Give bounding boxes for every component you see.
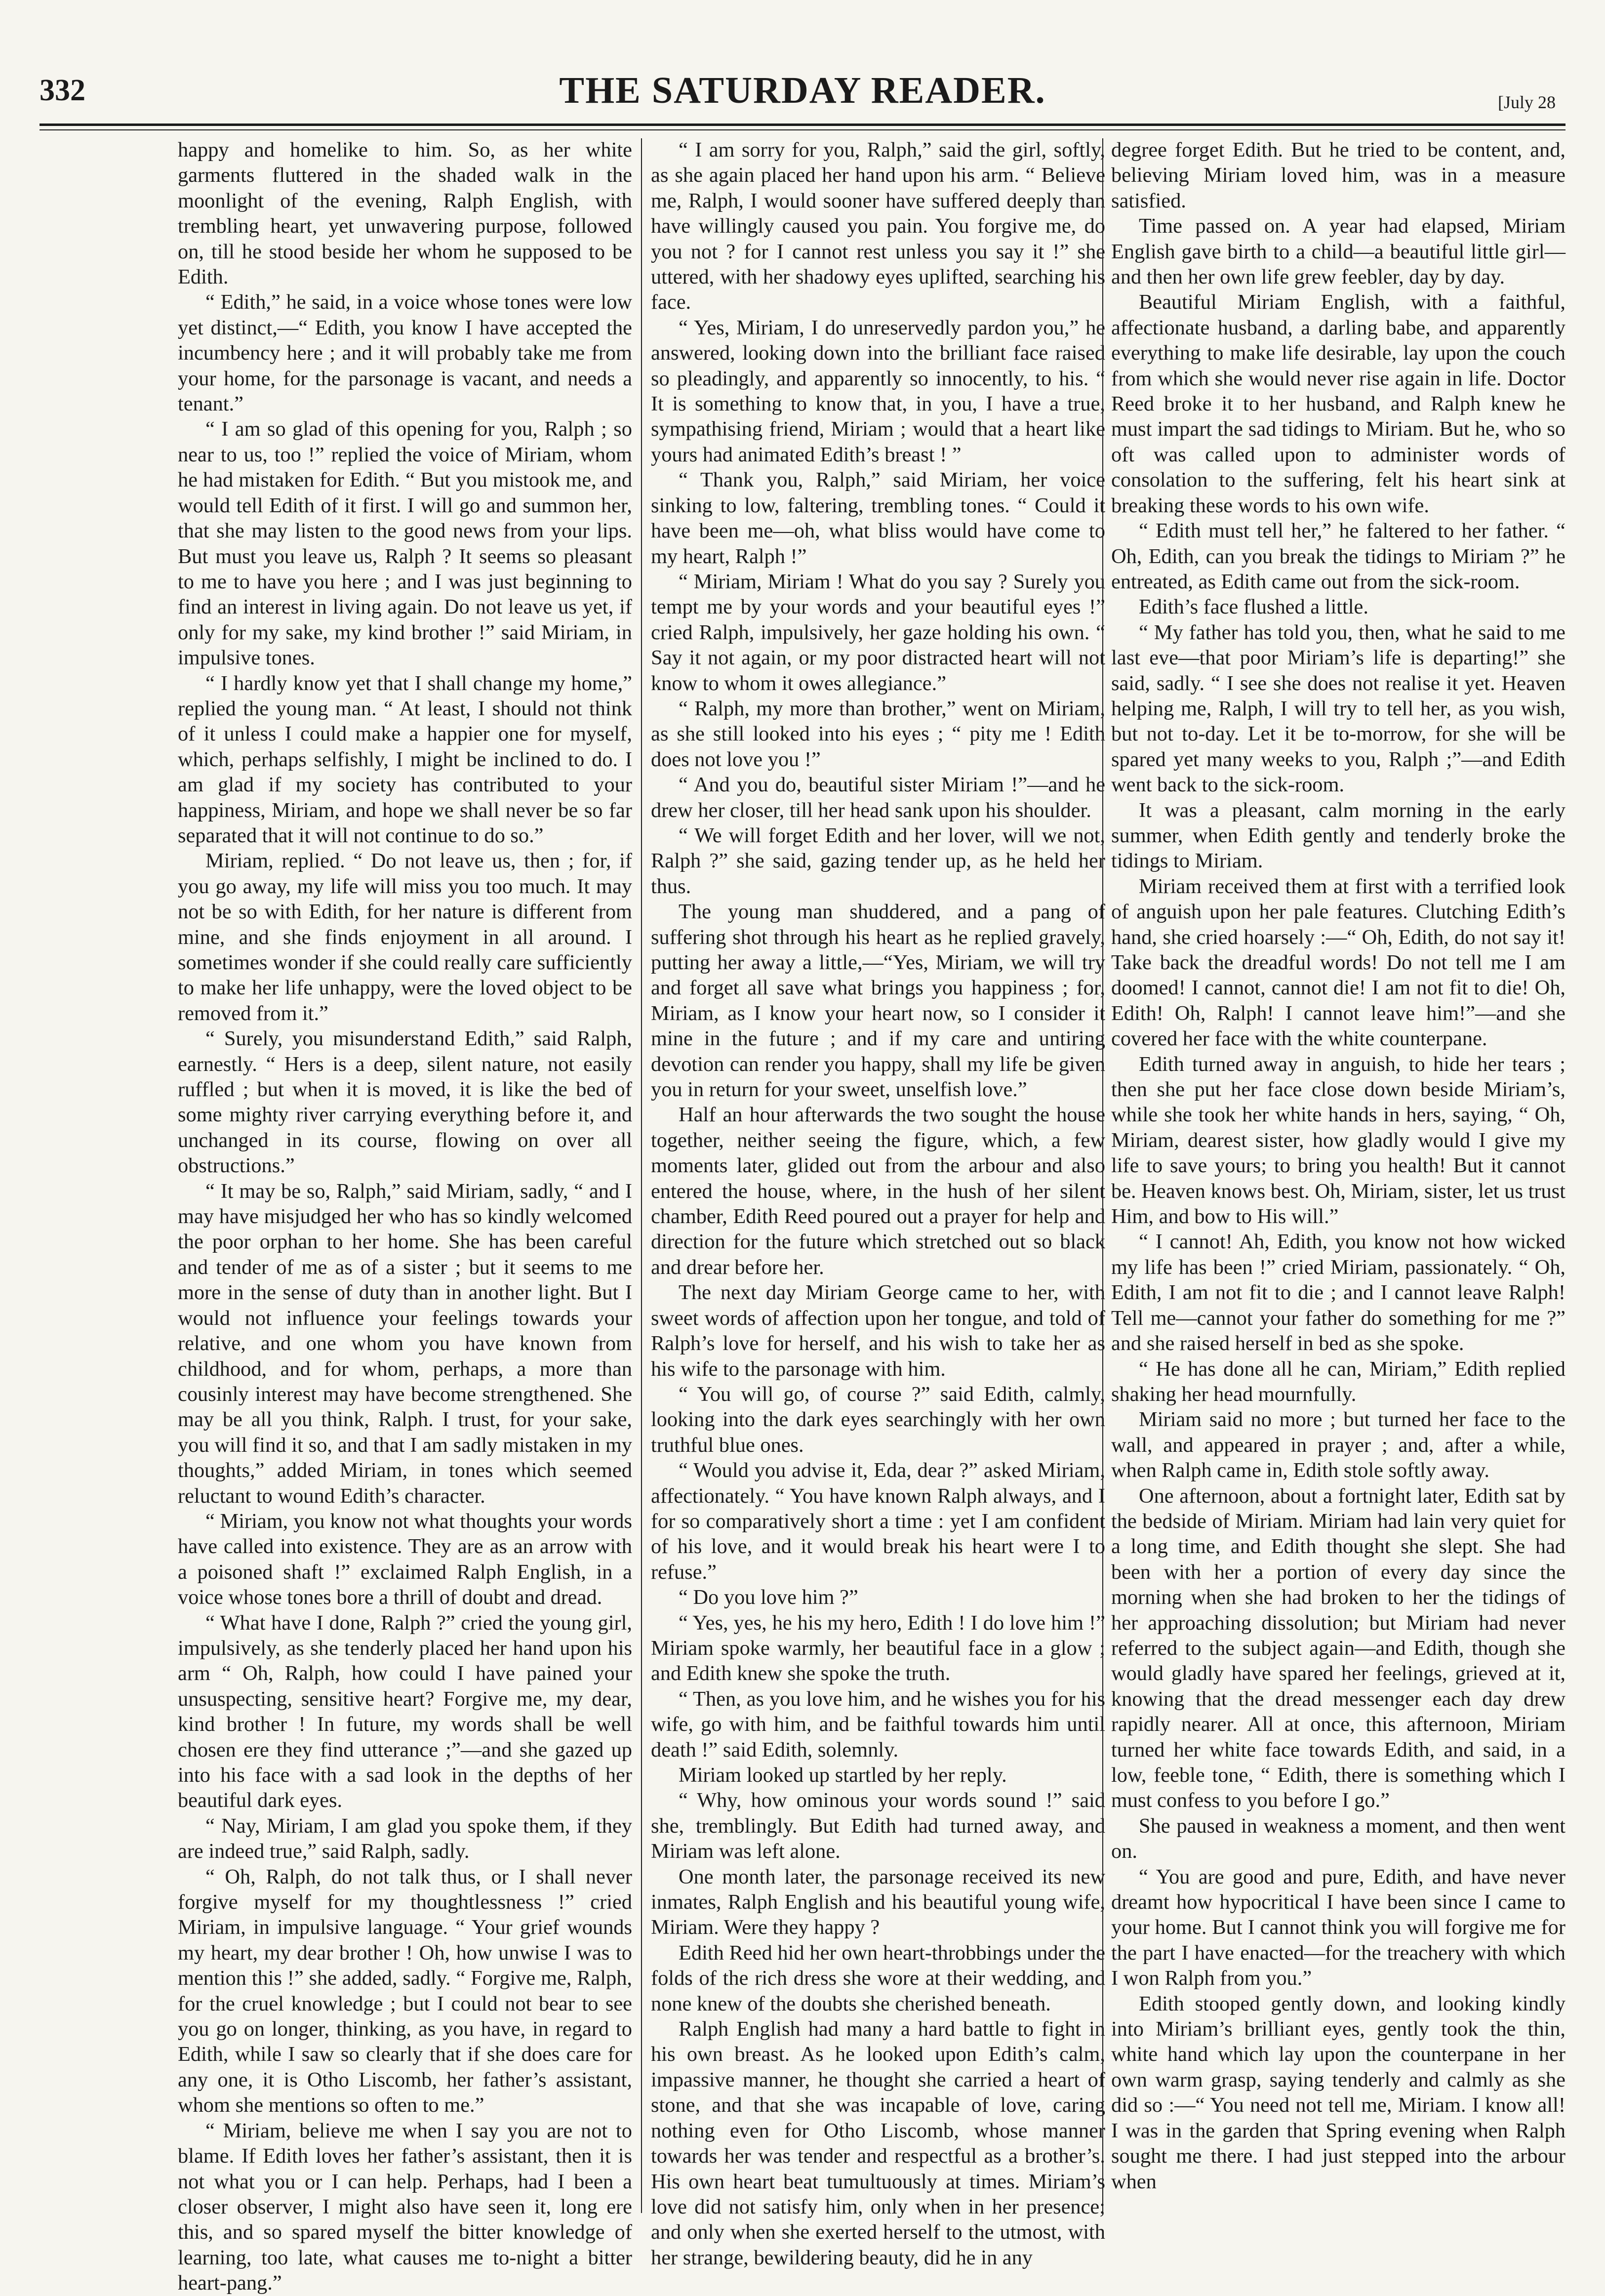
- paragraph: “ Oh, Ralph, do not talk thus, or I shall never forgive myself for my thoughtlessness !” cried Miriam, in impulsive language. “ Your grief wounds my heart, my dear brother ! Oh, how unwise I was to mention this !” she added, sadly. “ Forgive me, Ralph, for the cruel knowledge ; but I could not bear to see you go on longer, thinking, as you have, in regard to Edith, while I saw so clearly that if she does care for any one, it is Otho Liscomb, her father’s assistant, whom she mentions so often to me.”: [178, 1865, 632, 2117]
- paragraph: Beautiful Miriam English, with a faithful, affectionate husband, a darling babe, and apparently everything to make life desirable, lay upon the couch from which she would never rise again in life. Doctor Reed broke it to her husband, and Ralph knew he must impart the sad tidings to Miriam. But he, who so oft was called upon to administer words of consolation to the suffering, felt his heart sink at breaking these words to his own wife.: [1111, 290, 1565, 517]
- paragraph: “ Thank you, Ralph,” said Miriam, her voice sinking to low, faltering, trembling tones. “ Could it have been me—oh, what bliss would have come to my heart, Ralph !”: [651, 468, 1105, 568]
- paragraph: Half an hour afterwards the two sought the house together, neither seeing the figure, which, a few moments later, glided out from the arbour and also entered the house, where, in the hush of her silent chamber, Edith Reed poured out a prayer for help and direction for the future which stretched out so black and drear before her.: [651, 1103, 1105, 1279]
- paragraph: “ Would you advise it, Eda, dear ?” asked Miriam, affectionately. “ You have known Ralph always, and I for so comparatively short a time : yet I am confident of his love, and it would break his heart were I to refuse.”: [651, 1459, 1105, 1584]
- paragraph: Edith’s face flushed a little.: [1139, 595, 1368, 619]
- paragraph: Edith stooped gently down, and looking kindly into Miriam’s brilliant eyes, gently took the thin, white hand which lay upon the counterpane in her own warm grasp, saying tenderly and calmly as she did so :—“ You need not tell me, Miriam. I know all! I was in the garden that Spring evening when Ralph sought me there. I had just stepped into the arbour when: [1111, 1992, 1565, 2193]
- paragraph: “ Ralph, my more than brother,” went on Miriam, as she still looked into his eyes ; “ pity me ! Edith does not love you !”: [651, 697, 1105, 771]
- paragraph: Time passed on. A year had elapsed, Miriam English gave birth to a child—a beautiful little girl—and then her own life grew feebler, day by day.: [1111, 214, 1565, 289]
- paragraph: “ What have I done, Ralph ?” cried the young girl, impulsively, as she tenderly placed her hand upon his arm “ Oh, Ralph, how could I have pained your unsuspecting, sensitive heart? Forgive me, my dear, kind brother ! In future, my words shall be well chosen ere they find utterance ;”—and she gazed up into his face with a sad look in the depths of her beautiful dark eyes.: [178, 1611, 632, 1812]
- paragraph: “ Yes, Miriam, I do unreservedly pardon you,” he answered, looking down into the brilliant face raised so pleadingly, and apparently so innocently, to his. “ It is something to know that, in you, I have a true, sympathising friend, Miriam ; would that a heart like yours had animated Edith’s breast ! ”: [651, 316, 1105, 466]
- paragraph: Ralph English had many a hard battle to fight in his own breast. As he looked upon Edith’s calm, impassive manner, he thought she carried a heart of stone, and that she was incapable of love, caring nothing even for Otho Liscomb, whose manner towards her was tender and respectful as a brother’s. His own heart beat tumultuously at times. Miriam’s love did not satisfy him, only when in her presence; and only when she exerted herself to the utmost, with her strange, bewildering beauty, did he in any: [651, 2017, 1105, 2269]
- paragraph: “ Edith must tell her,” he faltered to her father. “ Oh, Edith, can you break the tidings to Miriam ?” he entreated, as Edith came out from the sick-room.: [1111, 519, 1565, 593]
- paragraph: “ You will go, of course ?” said Edith, calmly, looking into the dark eyes searchingly with her own truthful blue ones.: [651, 1382, 1105, 1457]
- paragraph: “ Miriam, Miriam ! What do you say ? Surely you tempt me by your words and your beautiful eyes !” cried Ralph, impulsively, her gaze holding his own. “ Say it not again, or my poor distracted heart will not know to whom it owes allegiance.”: [651, 570, 1105, 695]
- paragraph: She paused in weakness a moment, and then went on.: [1111, 1814, 1565, 1863]
- paragraph: Edith Reed hid her own heart-throbbings under the folds of the rich dress she wore at their wedding, and none knew of the doubts she cherished beneath.: [651, 1941, 1105, 2015]
- paragraph: degree forget Edith. But he tried to be content, and, believing Miriam loved him, was in a measure satisfied.: [1111, 138, 1565, 212]
- masthead-title: THE SATURDAY READER.: [559, 70, 1046, 111]
- paragraph: Miriam looked up startled by her reply.: [679, 1763, 1007, 1787]
- paragraph: “ You are good and pure, Edith, and have never dreamt how hypocritical I have been since I came to your home. But I cannot think you will forgive me for the part I have enacted—for the treachery with which I won Ralph from you.”: [1111, 1865, 1565, 1990]
- paragraph: It was a pleasant, calm morning in the early summer, when Edith gently and tenderly broke the tidings to Miriam.: [1111, 798, 1565, 873]
- paragraph: “ Then, as you love him, and he wishes you for his wife, go with him, and be faithful towards him until death !” said Edith, solemnly.: [651, 1687, 1105, 1762]
- header-rule-thin: [40, 129, 1565, 130]
- paragraph: “ Miriam, you know not what thoughts your words have called into existence. They are as an arrow with a poisoned shaft !” exclaimed Ralph English, in a voice whose tones bore a thrill of doubt and dread.: [178, 1509, 632, 1609]
- paragraph: “ We will forget Edith and her lover, will we not, Ralph ?” she said, gazing tender up, as he held her thus.: [651, 823, 1105, 898]
- header-rule: [40, 123, 1565, 126]
- paragraph: “ Yes, yes, he his my hero, Edith ! I do love him !” Miriam spoke warmly, her beautiful face in a glow ; and Edith knew she spoke the truth.: [651, 1611, 1105, 1685]
- paragraph: Edith turned away in anguish, to hide her tears ; then she put her face close down beside Miriam’s, while she took her white hands in hers, saying, “ Oh, Miriam, dearest sister, how gladly would I give my life to save yours; to bring you health! But it cannot be. Heaven knows best. Oh, Miriam, sister, let us trust Him, and bow to His will.”: [1111, 1052, 1565, 1229]
- paragraph: The young man shuddered, and a pang of suffering shot through his heart as he replied gravely, putting her away a little,—“Yes, Miriam, we will try and forget all save what brings you happiness ; for, Miriam, as I know your heart now, so I consider it mine in the future ; and if my care and untiring devotion can render you happy, shall my life be given you in return for your sweet, unselfish love.”: [651, 900, 1105, 1102]
- paragraph: Miriam received them at first with a terrified look of anguish upon her pale features. Clutching Edith’s hand, she cried hoarsely :—“ Oh, Edith, do not say it! Take back the dreadful words! Do not tell me I am doomed! I cannot, cannot die! I am not fit to die! Oh, Edith! Oh, Ralph! I cannot leave him!”—and she covered her face with the white counterpane.: [1111, 874, 1565, 1051]
- text-column-3: [1111, 137, 1565, 2212]
- paragraph: “ Surely, you misunderstand Edith,” said Ralph, earnestly. “ Hers is a deep, silent nature, not easily ruffled ; but when it is moved, it is like the bed of some mighty river carrying everything before it, and unchanged in its course, flowing on over all obstructions.”: [178, 1027, 632, 1178]
- paragraph: “ Edith,” he said, in a voice whose tones were low yet distinct,—“ Edith, you know I have accepted the incumbency here ; and it will probably take me from your home, for the parsonage is vacant, and needs a tenant.”: [178, 290, 632, 416]
- paragraph: “ I hardly know yet that I shall change my home,” replied the young man. “ At least, I should not think of it unless I could make a happier one for myself, which, perhaps selfishly, I might be inclined to do. I am glad if my society has contributed to your happiness, Miriam, and hope we shall never be so far separated that it will not continue to do so.”: [178, 671, 632, 847]
- paragraph: happy and homelike to him. So, as her white garments fluttered in the shaded walk in the moonlight of the evening, Ralph English, with trembling heart, yet unwavering purpose, followed on, till he stood beside her whom he supposed to be Edith.: [178, 138, 632, 289]
- paragraph: “ Do you love him ?”: [679, 1586, 858, 1609]
- paragraph: “ It may be so, Ralph,” said Miriam, sadly, “ and I may have misjudged her who has so kindly welcomed the poor orphan to her home. She has been careful and tender of me as of a sister ; but it seems to me more in the sense of duty than in another light. But I would not influence your feelings towards your relative, and one whom you have known from childhood, and for whom, perhaps, a more than cousinly interest may have become strengthened. She may be all you think, Ralph. I trust, for your sake, you will find it so, and that I am sadly mistaken in my thoughts,” added Miriam, in tones which seemed reluctant to wound Edith’s character.: [178, 1179, 632, 1508]
- text-column-2: [651, 137, 1105, 2269]
- paragraph: One month later, the parsonage received its new inmates, Ralph English and his beautiful young wife, Miriam. Were they happy ?: [651, 1865, 1105, 1939]
- paragraph: The next day Miriam George came to her, with sweet words of affection upon her tongue, and told of Ralph’s love for herself, and his wish to take her as his wife to the parsonage with him.: [651, 1281, 1105, 1381]
- paragraph: “ I am so glad of this opening for you, Ralph ; so near to us, too !” replied the voice of Miriam, whom he had mistaken for Edith. “ But you mistook me, and would tell Edith of it first. I will go and summon her, that she may listen to the good news from your lips. But must you leave us, Ralph ? It seems so pleasant to me to have you here ; and I was just beginning to find an interest in living again. Do not leave us yet, if only for my sake, my kind brother !” said Miriam, in impulsive tones.: [178, 417, 632, 670]
- paragraph: “ He has done all he can, Miriam,” Edith replied shaking her head mournfully.: [1111, 1357, 1565, 1406]
- paragraph: “ Nay, Miriam, I am glad you spoke them, if they are indeed true,” said Ralph, sadly.: [178, 1814, 632, 1863]
- paragraph: “ My father has told you, then, what he said to me last eve—that poor Miriam’s life is departing!” she said, sadly. “ I see she does not realise it yet. Heaven helping me, Ralph, I will try to tell her, as you wish, but not to-day. Let it be to-morrow, for she will be spared yet many weeks to you, Ralph ;”—and Edith went back to the sick-room.: [1111, 620, 1565, 797]
- paragraph: Miriam said no more ; but turned her face to the wall, and appeared in prayer ; and, after a while, when Ralph came in, Edith stole softly away.: [1111, 1408, 1565, 1482]
- paragraph: “ I cannot! Ah, Edith, you know not how wicked my life has been !” cried Miriam, passionately. “ Oh, Edith, I am not fit to die ; and I cannot leave Ralph! Tell me—cannot your father do something for me ?” and she raised herself in bed as she spoke.: [1111, 1230, 1565, 1355]
- paragraph: “ I am sorry for you, Ralph,” said the girl, softly, as she again placed her hand upon his arm. “ Believe me, Ralph, I would sooner have suffered deeply than have willingly caused you pain. You forgive me, do you not ? for I cannot rest unless you say it !” she uttered, with her shadowy eyes uplifted, searching his face.: [651, 138, 1105, 314]
- paragraph: “ And you do, beautiful sister Miriam !”—and he drew her closer, till her head sank upon his shoulder.: [651, 773, 1105, 822]
- issue-date: [July 28: [1498, 92, 1556, 112]
- paragraph: Miriam, replied. “ Do not leave us, then ; for, if you go away, my life will miss you too much. It may not be so with Edith, for her nature is different from mine, and she finds enjoyment in all around. I sometimes wonder if she could really care sufficiently to make her life unhappy, were the loved object to be removed from it.”: [178, 849, 632, 1025]
- paragraph: One afternoon, about a fortnight later, Edith sat by the bedside of Miriam. Miriam had lain very quiet for a long time, and Edith thought she slept. She had been with her a portion of every day since the morning when she had broken to her the tidings of her approaching dissolution; but Miriam had never referred to the subject again—and Edith, though she would gladly have spared her feelings, grieved at it, knowing that the dread messenger each day drew rapidly nearer. All at once, this afternoon, Miriam turned her white face towards Edith, and said, in a low, feeble tone, “ Edith, there is something which I must confess to you before I go.”: [1111, 1484, 1565, 1812]
- paragraph: “ Miriam, believe me when I say you are not to blame. If Edith loves her father’s assistant, then it is not what you or I can help. Perhaps, had I been a closer observer, I might also have seen it, long ere this, and so spared myself the bitter knowledge of learning, too late, what causes me to-night a bitter heart-pang.”: [178, 2119, 632, 2295]
- column-divider: [641, 138, 642, 2213]
- paragraph: “ Why, how ominous your words sound !” said she, tremblingly. But Edith had turned away, and Miriam was left alone.: [651, 1789, 1105, 1863]
- text-column-1: [178, 137, 632, 2295]
- page-number: 332: [40, 74, 85, 107]
